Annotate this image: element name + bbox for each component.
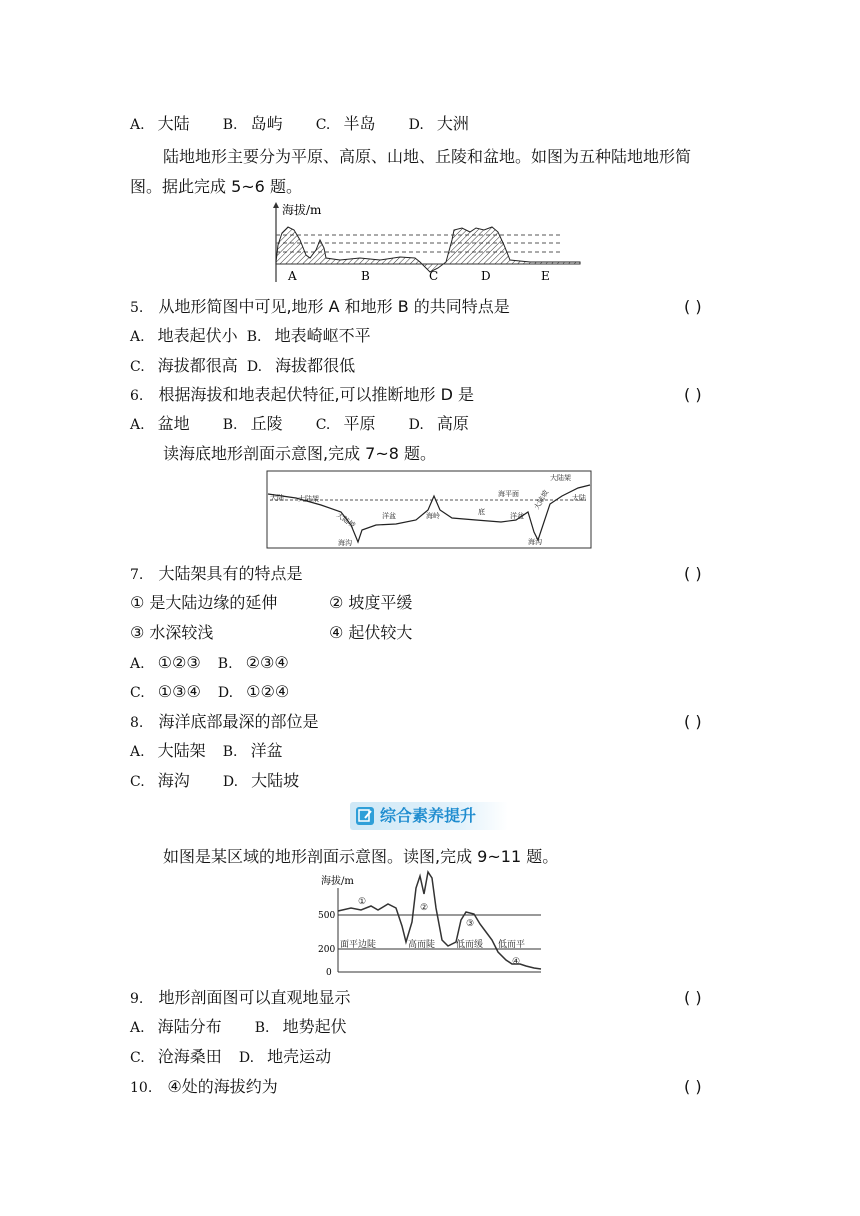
q9-answer-blank[interactable]: ( ): [684, 988, 702, 1007]
q7-answer-blank[interactable]: ( ): [684, 564, 702, 583]
fig3-label-4: ④: [512, 957, 521, 967]
fig2-label-ridge: 海岭: [426, 512, 440, 520]
option-a-text: 地表起伏小: [157, 326, 238, 345]
q7-statement-1: ① 是大陆边缘的延伸: [130, 593, 278, 612]
q6-answer-blank[interactable]: ( ): [684, 385, 702, 404]
option-b-text: 岛屿: [250, 114, 283, 133]
q8-number: 8.: [130, 715, 144, 731]
section-banner: [350, 802, 508, 830]
fig1-ylabel: 海拔/m: [282, 203, 322, 217]
q6-options: [130, 413, 469, 436]
q6-stem: [130, 384, 474, 407]
option-a-letter: A.: [130, 1020, 145, 1036]
fig3-label-high-steep: 高而陡: [408, 940, 436, 950]
intro-7-8: 读海底地形剖面示意图,完成 7~8 题。: [163, 444, 437, 463]
option-b-letter: B.: [222, 117, 238, 133]
fig3-tick-200: 200: [318, 945, 336, 955]
fig3-label-2: ②: [420, 903, 429, 913]
option-a-text: 大陆架: [157, 741, 206, 760]
fig1-label-d: D: [481, 269, 491, 283]
q6-text: 根据海拔和地表起伏特征,可以推断地形 D 是: [158, 385, 475, 404]
option-c-text: 沧海桑田: [157, 1047, 222, 1066]
q7-options-row1: [130, 652, 289, 675]
option-b-text: 洋盆: [250, 741, 283, 760]
option-c-text: 海拔都很高: [157, 356, 238, 375]
regional-profile-figure: [316, 868, 546, 978]
q10-stem: [130, 1076, 278, 1099]
option-c-letter: C.: [315, 117, 331, 133]
pencil-icon: [356, 807, 374, 825]
fig3-tick-500: 500: [318, 911, 336, 921]
q6-number: 6.: [130, 388, 144, 404]
q8-answer-blank[interactable]: ( ): [684, 712, 702, 731]
intro-5-6-line1: 陆地地形主要分为平原、高原、山地、丘陵和盆地。如图为五种陆地地形简: [163, 147, 692, 166]
option-b-text: 丘陵: [250, 414, 283, 433]
option-c-letter: C.: [130, 1050, 145, 1066]
fig3-tick-0: 0: [326, 968, 332, 978]
option-c-text: 海沟: [157, 771, 190, 790]
q7-statement-4: ④ 起伏较大: [329, 623, 413, 642]
q8-options-row1: [130, 740, 283, 763]
option-b-text: 地势起伏: [282, 1017, 347, 1036]
q7-text: 大陆架具有的特点是: [158, 564, 303, 583]
intro-5-6-line2: 图。据此完成 5~6 题。: [130, 177, 302, 196]
fig2-label-shelf-right: 大陆架: [550, 474, 571, 482]
q8-options-row2: [130, 770, 299, 793]
landform-profile-figure: [270, 200, 585, 286]
q5-stem: [130, 296, 510, 319]
option-d-letter: D.: [408, 417, 424, 433]
q9-stem: [130, 987, 350, 1010]
q5-answer-blank[interactable]: ( ): [684, 297, 702, 316]
fig3-label-flat-steep: 面平边陡: [340, 940, 377, 950]
q9-number: 9.: [130, 991, 144, 1007]
fig3-label-1: ①: [358, 897, 367, 907]
option-a-text: 盆地: [157, 414, 190, 433]
fig1-axis-arrow: [273, 202, 279, 208]
fig2-label-sea-level: 海平面: [498, 490, 519, 498]
q7-options-row2: [130, 681, 289, 704]
fig2-label-trench-left: 海沟: [338, 539, 352, 547]
option-c-letter: C.: [130, 685, 145, 701]
q10-text: ④处的海拔约为: [167, 1077, 278, 1096]
q10-answer-blank[interactable]: ( ): [684, 1077, 702, 1096]
q8-stem: [130, 711, 318, 734]
q7-statement-3: ③ 水深较浅: [130, 623, 214, 642]
fig3-label-3: ③: [466, 919, 475, 929]
option-b-letter: B.: [254, 1020, 270, 1036]
fig3-ylabel: 海拔/m: [321, 876, 354, 887]
option-a-letter: A.: [130, 329, 145, 345]
q8-text: 海洋底部最深的部位是: [158, 712, 319, 731]
q7-number: 7.: [130, 567, 144, 583]
q9-text: 地形剖面图可以直观地显示: [158, 988, 351, 1007]
option-d-text: 海拔都很低: [275, 356, 356, 375]
q5-number: 5.: [130, 300, 144, 316]
option-b-letter: B.: [217, 656, 233, 672]
fig2-label-bottom: 底: [478, 508, 485, 516]
fig2-label-basin-right: 洋盆: [510, 512, 524, 520]
fig1-label-c: C: [429, 269, 439, 283]
q7-statement-2: ② 坡度平缓: [329, 593, 413, 612]
fig2-label-trench-right: 海沟: [528, 538, 542, 546]
option-c-letter: C.: [130, 359, 145, 375]
option-b-letter: B.: [222, 417, 238, 433]
option-d-letter: D.: [238, 1050, 255, 1066]
option-a-text: 大陆: [157, 114, 190, 133]
ocean-floor-profile-figure: [266, 470, 592, 550]
option-c-text: 半岛: [343, 114, 376, 133]
fig2-label-continent-left: 大陆: [270, 494, 284, 502]
option-d-letter: D.: [217, 685, 234, 701]
fig1-label-e: E: [541, 269, 550, 283]
option-c-letter: C.: [130, 774, 145, 790]
q5-text: 从地形简图中可见,地形 A 和地形 B 的共同特点是: [158, 297, 510, 316]
fig3-label-low-flat: 低而平: [498, 940, 526, 950]
option-c-text: ①③④: [157, 682, 201, 701]
option-a-letter: A.: [130, 417, 145, 433]
section-banner-title: 综合素养提升: [380, 806, 477, 825]
q9-options-row1: [130, 1016, 347, 1039]
fig1-label-a: A: [288, 269, 297, 283]
option-b-letter: B.: [246, 329, 262, 345]
option-a-letter: A.: [130, 744, 145, 760]
fig2-label-slope-right: 大陆坡: [532, 488, 551, 511]
q5-options-row1: [130, 325, 371, 348]
option-d-letter: D.: [222, 774, 239, 790]
intro-9-11: 如图是某区域的地形剖面示意图。读图,完成 9~11 题。: [163, 847, 559, 866]
option-b-letter: B.: [222, 744, 238, 760]
option-a-letter: A.: [130, 117, 145, 133]
fig1-terrain: [276, 227, 580, 272]
option-d-text: 大洲: [436, 114, 469, 133]
fig2-label-continent-right: 大陆: [572, 494, 586, 502]
option-d-text: 大陆坡: [251, 771, 300, 790]
fig3-label-low-gentle: 低而缓: [456, 940, 484, 950]
option-a-text: 海陆分布: [157, 1017, 222, 1036]
option-d-text: 高原: [436, 414, 469, 433]
fig1-label-b: B: [361, 269, 370, 283]
q4-options: [130, 113, 469, 136]
fig2-label-slope-left: 大陆坡: [334, 511, 357, 530]
q5-options-row2: [130, 355, 355, 378]
option-c-text: 平原: [343, 414, 376, 433]
q7-stem: [130, 563, 302, 586]
option-d-letter: D.: [408, 117, 424, 133]
fig2-label-shelf-left: 大陆架: [298, 495, 319, 503]
option-a-text: ①②③: [157, 653, 201, 672]
option-c-letter: C.: [315, 417, 331, 433]
option-d-letter: D.: [246, 359, 263, 375]
option-b-text: ②③④: [245, 653, 289, 672]
fig2-label-basin-left: 洋盆: [382, 512, 396, 520]
fig3-terrain: [338, 872, 541, 969]
q10-number: 10.: [130, 1080, 153, 1096]
option-d-text: ①②④: [246, 682, 290, 701]
option-a-letter: A.: [130, 656, 145, 672]
option-d-text: 地壳运动: [267, 1047, 332, 1066]
q9-options-row2: [130, 1046, 331, 1069]
option-b-text: 地表崎岖不平: [274, 326, 371, 345]
